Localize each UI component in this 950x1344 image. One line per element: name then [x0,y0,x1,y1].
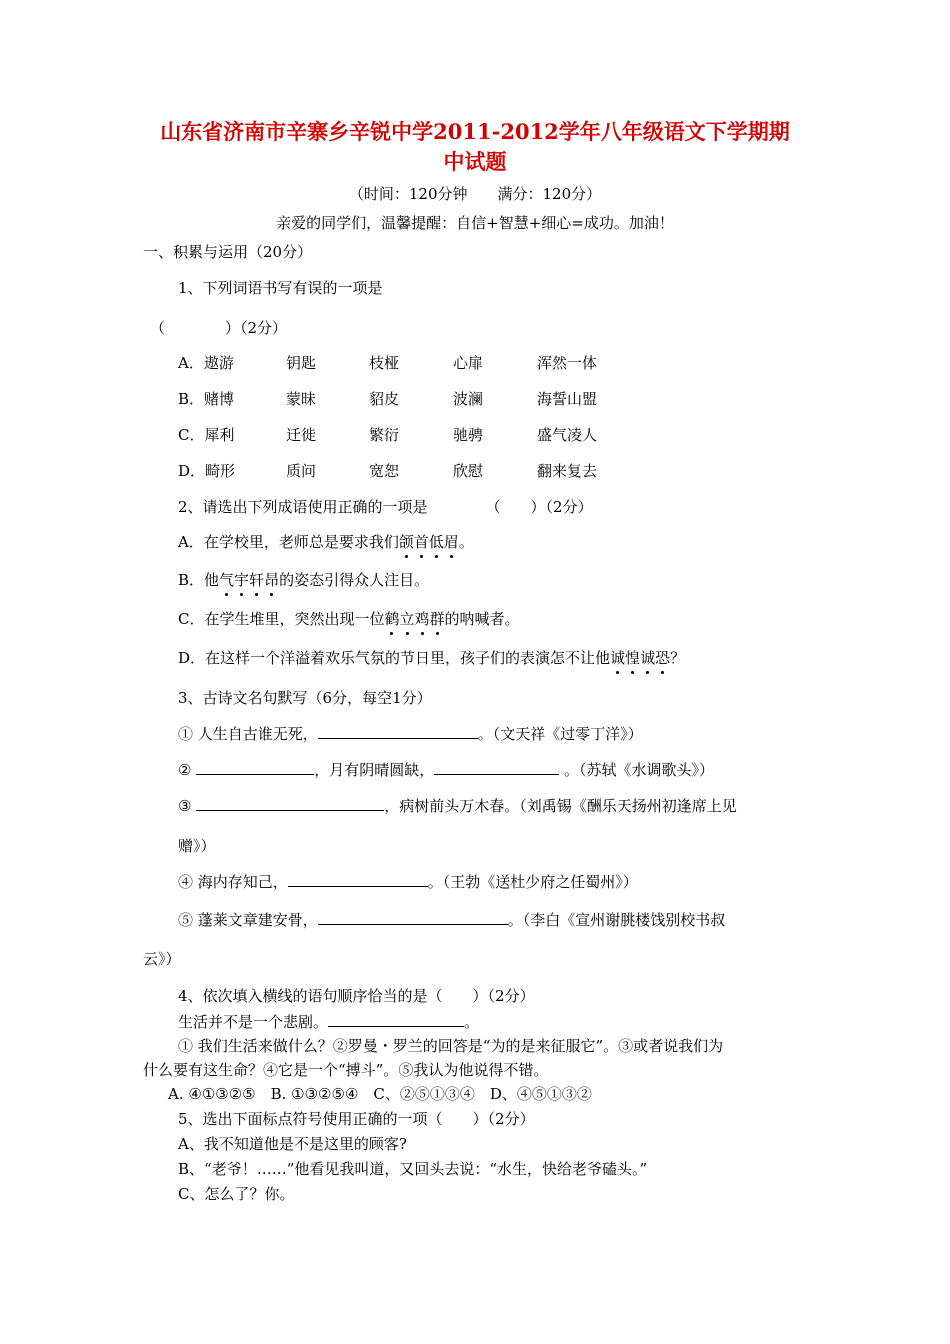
q3-line-3-cont: 赠》） [178,837,216,855]
exam-title-line1: 山东省济南市辛寨乡辛锐中学2011-2012学年八年级语文下学期期 [160,119,790,144]
answer-blank [328,1012,464,1027]
q3-line-4: ④ 海内存知己， 。（王勃《送杜少府之任蜀州》） [178,873,638,891]
dotted-idiom [610,649,670,667]
answer-blank [196,760,314,775]
answer-blank [318,910,508,925]
dotted-idiom [384,610,444,628]
q2-option-b: B．他气宇轩昂的姿态引得众人注目。 [178,571,430,589]
emphasis-char: 鹤 [384,610,400,628]
q3-line-2: ② ，月有阴晴圆缺， 。（苏轼《水调歌头》） [178,761,715,779]
emphasis-char: 低 [428,533,444,551]
emphasis-char: 首 [413,533,429,551]
section-heading: 一、积累与运用（20分） [143,243,313,261]
emphasis-char: 群 [429,610,445,628]
emphasis-char: 宇 [234,571,250,589]
emphasis-char: 诚 [640,649,656,667]
answer-blank [196,796,384,811]
q2-option-c: C．在学生堆里，突然出现一位鹤立鸡群的呐喊者。 [178,610,520,628]
q1-stem: 1、下列词语书写有误的一项是 [178,279,383,297]
emphasis-char: 眉 [443,533,459,551]
q5-option-c: C、怎么了？你。 [178,1185,295,1203]
q2-stem: 2、请选出下列成语使用正确的一项是 （ ）（2分） [178,498,593,516]
exam-info: （时间：120分钟 满分：120分） [348,185,602,203]
emphasis-char: 轩 [249,571,265,589]
emphasis-char: 鸡 [414,610,430,628]
q1-answer-paren: （ ）（2分） [150,319,288,337]
q4-text-line2: 什么要有这生命？④它是一个“搏斗”。⑤我认为他说得不错。 [143,1061,549,1079]
q4-options: A. ④①③②⑤ B. ①③②⑤④ C、②⑤①③④ D、④⑤①③② [168,1085,592,1103]
emphasis-char: 气 [219,571,235,589]
q2-option-d: D．在这样一个洋溢着欢乐气氛的节日里，孩子们的表演怎不让他诚惶诚恐？ [178,649,686,667]
emphasis-char: 立 [399,610,415,628]
q3-line-3: ③ ，病树前头万木春。（刘禹锡《酬乐天扬州初逢席上见 [178,797,737,815]
q5-stem: 5、选出下面标点符号使用正确的一项（ ）（2分） [178,1110,535,1128]
q5-option-b: B、“老爷！……”他看见我叫道，又回头去说：“水生，快给老爷磕头。” [178,1160,648,1178]
dotted-idiom [219,571,279,589]
emphasis-char: 诚 [610,649,626,667]
q4-text-line1: ① 我们生活来做什么？②罗曼・罗兰的回答是“为的是来征服它”。③或者说我们为 [178,1037,724,1055]
answer-blank [434,760,559,775]
q3-line-1: ① 人生自古谁无死， 。（文天祥《过零丁洋》） [178,725,643,743]
greeting: 亲爱的同学们，温馨提醒：自信+智慧+细心=成功。加油！ [276,214,674,232]
q2-answer-paren: （ ）（2分） [485,498,593,516]
answer-blank [318,724,478,739]
exam-title-line2: 中试题 [443,149,507,174]
q2-option-a: A．在学校里，老师总是要求我们颌首低眉。 [178,533,474,551]
emphasis-char: 惶 [625,649,641,667]
emphasis-char: 昂 [264,571,280,589]
q3-stem: 3、古诗文名句默写（6分，每空1分） [178,689,432,707]
q4-sentence: 生活并不是一个悲剧。 。 [178,1013,480,1031]
dotted-idiom [399,533,459,551]
q5-option-a: A、我不知道他是不是这里的顾客? [178,1135,407,1153]
answer-blank [288,872,428,887]
emphasis-char: 颌 [398,533,414,551]
q3-line-5-cont: 云》） [143,950,181,968]
emphasis-char: 恐 [655,649,671,667]
q3-line-5: ⑤ 蓬莱文章建安骨， 。（李白《宣州谢朓楼饯别校书叔 [178,911,726,929]
q4-stem: 4、依次填入横线的语句顺序恰当的是（ ）（2分） [178,987,535,1005]
